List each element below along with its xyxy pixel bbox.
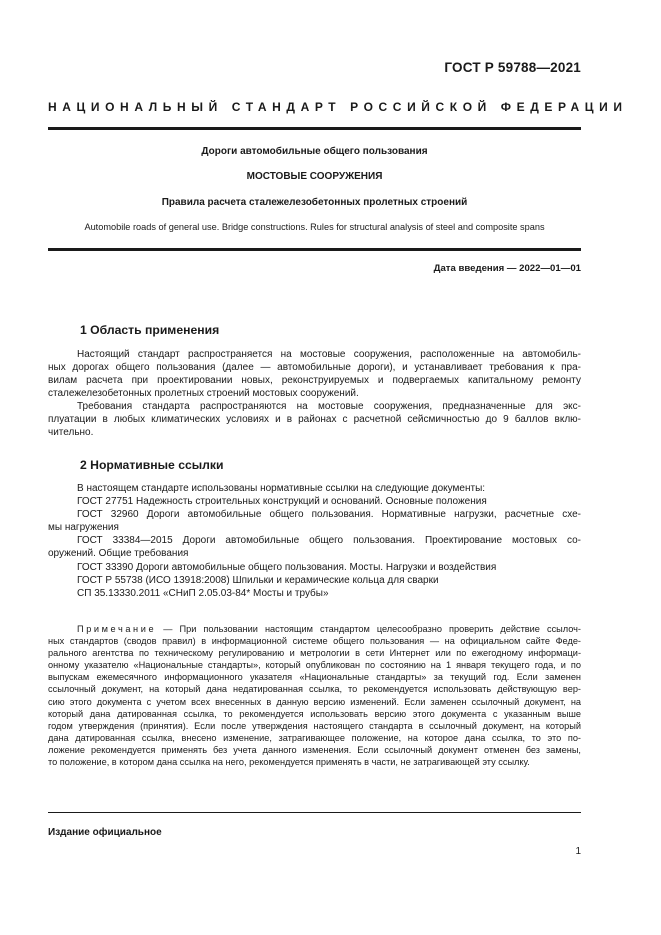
introduction-date: Дата введения — 2022—01—01 [433, 263, 581, 274]
title-line-2: МОСТОВЫЕ СООРУЖЕНИЯ [246, 171, 383, 182]
text-line: ных дорогах общего пользования (далее — автомобильные дороги), и устанавливает требования к пра- [48, 362, 581, 374]
note-line: рального агентства по техническому регулированию и метрологии в сети Интернет или по ежегодному информаци- [48, 648, 581, 659]
reference-item: ГОСТ 33390 Дороги автомобильные общего пользования. Мосты. Нагрузки и воздействия [77, 561, 497, 573]
note-first-line [48, 623, 581, 635]
text-line: Требования стандарта распространяются на мостовые сооружения, предназначенные для экс- [77, 401, 581, 412]
reference-item-continued: оружений. Общие требования [48, 548, 189, 560]
reference-item: ГОСТ 33384—2015 Дороги автомобильные общего пользования. Проектирование мостовых со- [77, 535, 581, 547]
title-english: Automobile roads of general use. Bridge constructions. Rules for structural analysis of steel and composite spans [84, 222, 545, 232]
official-edition-label: Издание официальное [48, 827, 162, 838]
references-intro: В настоящем стандарте использованы нормативные ссылки на следующие документы: [77, 483, 486, 494]
reference-item-continued: мы нагружения [48, 522, 119, 534]
text-line: сталежелезобетонных пролетных строений мостовых сооружений. [48, 388, 359, 400]
note-line: ных стандартов (сводов правил) в информационной системе общего пользования — на официальном сайте Феде- [48, 636, 581, 647]
note-label: Примечание [77, 624, 157, 634]
section-2-heading: 2 Нормативные ссылки [80, 458, 224, 472]
text-line: плуатации в любых климатических условиях и в районах с расчетной сейсмичностью до 9 баллов вклю- [48, 414, 581, 426]
document-number: ГОСТ Р 59788—2021 [444, 60, 581, 75]
section-2-references [48, 482, 581, 600]
title-divider [48, 248, 581, 251]
note-line: годом утверждения (принятия). Если после утверждения настоящего стандарта в ссылочный документ, на который [48, 720, 581, 731]
note-line: онному указателю «Национальные стандарты», который опубликован по состоянию на 1 января текущего года, и по [48, 660, 581, 671]
text-line: Настоящий стандарт распространяется на мостовые сооружения, расположенные на автомобиль- [77, 349, 581, 360]
note-line: ложение рекомендуется применять без учета данного изменения. Если ссылочный документ отменен без замены, [48, 744, 581, 755]
note-line: то положение, в котором дана ссылка на него, рекомендуется применять в части, не затрагивающей эту ссылку. [48, 757, 530, 768]
text-line: чительно. [48, 427, 94, 439]
page-number: 1 [575, 846, 581, 857]
note-line: ссылочный документ, на который дана недатированная ссылка, то рекомендуется использовать действующую вер- [48, 684, 581, 695]
reference-item: ГОСТ Р 55738 (ИСО 13918:2008) Шпильки и керамические кольца для сварки [77, 574, 439, 586]
text-line: вилам расчета при проектировании новых, реконструируемых и подвергаемых капитальному ремонту [48, 375, 581, 387]
note-line: который дана датированная ссылка, то рекомендуется использовать версию этого документа с указанным выше [48, 708, 581, 719]
note-block [48, 623, 581, 768]
note-line: выпускам ежемесячного информационного указателя «Национальные стандарты» за текущий год. Если заменен [48, 672, 581, 683]
section-1-paragraph-1 [48, 348, 581, 400]
reference-item: СП 35.13330.2011 «СНиП 2.05.03-84* Мосты и трубы» [77, 587, 329, 599]
section-1-heading: 1 Область применения [80, 323, 220, 337]
national-standard-banner: НАЦИОНАЛЬНЫЙ СТАНДАРТ РОССИЙСКОЙ ФЕДЕРАЦИИ [48, 100, 628, 114]
note-line: сию этого документа с учетом всех внесенных в данную версию изменений. Если заменен ссылочный документ, на [48, 696, 581, 707]
reference-item: ГОСТ 27751 Надежность строительных конструкций и оснований. Основные положения [77, 496, 487, 508]
top-divider [48, 127, 581, 130]
reference-item: ГОСТ 32960 Дороги автомобильные общего пользования. Нормативные нагрузки, расчетные схе- [77, 509, 581, 521]
title-line-1: Дороги автомобильные общего пользования [201, 146, 428, 157]
footer-divider [48, 812, 581, 813]
note-text: — При пользовании настоящим стандартом целесообразно проверить действие ссылоч- [156, 624, 581, 634]
section-1-paragraph-2 [48, 400, 581, 439]
note-line: дана датированная ссылка, внесено изменение, затрагивающее положение, на которое дана ссылка, то это по- [48, 732, 581, 743]
title-line-3: Правила расчета сталежелезобетонных пролетных строений [161, 197, 468, 208]
